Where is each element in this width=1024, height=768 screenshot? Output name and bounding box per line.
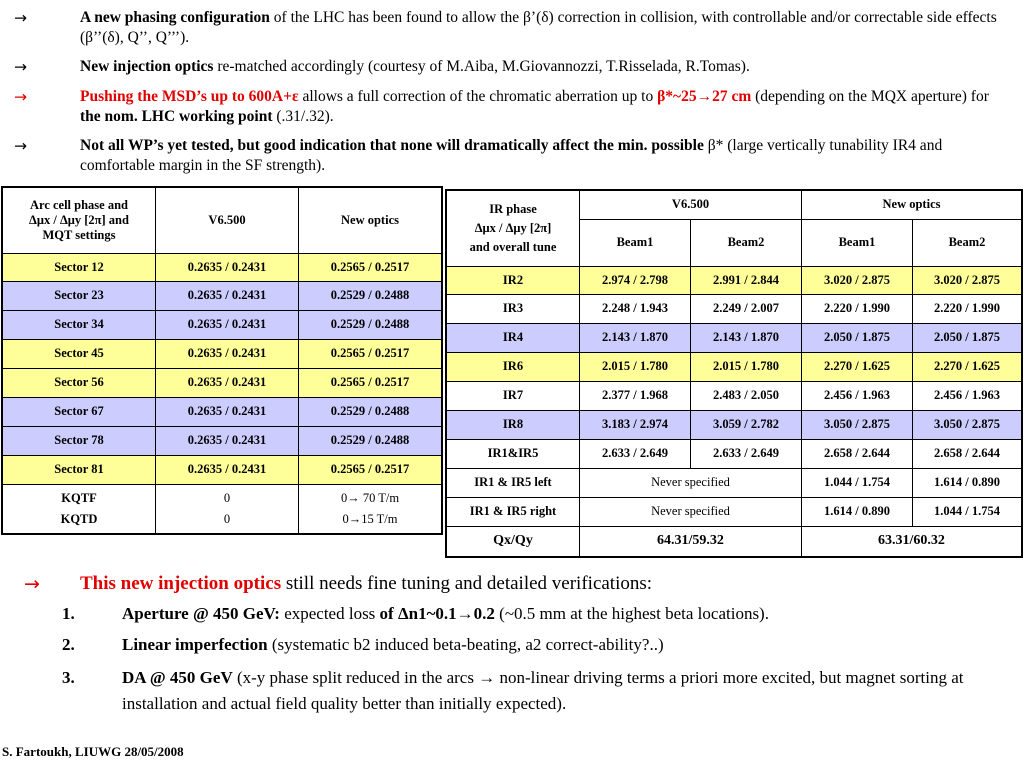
v6-cell: 0.2635 / 0.2431	[156, 368, 299, 397]
v6-cell: 0.2635 / 0.2431	[156, 397, 299, 426]
header-line: Arc cell phase and	[29, 197, 129, 212]
sector-cell: Sector 45	[2, 339, 156, 368]
bullet-text: β* (large vertically tunability IR4 and comfortable margin in the SF strength).	[80, 137, 943, 174]
value-cell: 3.059 / 2.782	[691, 410, 802, 439]
value-cell: 2.143 / 1.870	[580, 323, 691, 352]
arrow-icon: →	[24, 573, 40, 595]
kqtd-new: 0→15 T/m	[342, 511, 398, 526]
table-row	[446, 439, 1022, 468]
value-cell: 2.270 / 1.625	[802, 352, 913, 381]
item-bold: Linear imperfection	[122, 635, 268, 654]
table-row	[446, 294, 1022, 323]
header-line: Δμx / Δμy [2π] and	[29, 212, 129, 227]
sector-cell: Sector 78	[2, 426, 156, 455]
sector-cell: Sector 12	[2, 253, 156, 281]
value-cell: 3.020 / 2.875	[913, 266, 1023, 294]
new-cell: 0.2529 / 0.2488	[299, 397, 443, 426]
kq-v6	[156, 484, 299, 534]
value-cell: 1.044 / 1.754	[913, 497, 1023, 526]
heading-rest: still needs fine tuning and detailed verifications:	[281, 573, 653, 594]
table-row	[2, 281, 442, 310]
value-cell: 1.614 / 0.890	[913, 468, 1023, 497]
v6-cell: 0.2635 / 0.2431	[156, 426, 299, 455]
table-row	[2, 339, 442, 368]
bullet-phasing	[0, 8, 1024, 48]
item-number: 3.	[62, 668, 75, 687]
item-text: (~0.5 mm at the highest beta locations).	[494, 604, 769, 623]
value-cell: 2.050 / 1.875	[913, 323, 1023, 352]
arc-phase-table	[1, 186, 443, 535]
header-beam1: Beam1	[802, 219, 913, 266]
value-cell: 1.614 / 0.890	[802, 497, 913, 526]
value-cell: 2.658 / 2.644	[802, 439, 913, 468]
value-cell: 2.220 / 1.990	[913, 294, 1023, 323]
kq-names	[2, 484, 156, 534]
item-text: expected loss	[279, 604, 380, 623]
v6-cell: 0.2635 / 0.2431	[156, 455, 299, 484]
tune-new: 63.31/60.32	[802, 526, 1023, 557]
table-row	[2, 397, 442, 426]
header-new-optics: New optics	[299, 187, 443, 253]
table-row	[446, 497, 1022, 526]
bullet-text: re-matched accordingly (courtesy of M.Aiba, M.Giovannozzi, T.Risselada, R.Tomas).	[213, 58, 750, 75]
header-beam1: Beam1	[580, 219, 691, 266]
value-cell: 2.249 / 2.007	[691, 294, 802, 323]
header-ir-phase	[446, 190, 580, 266]
value-cell: 2.658 / 2.644	[913, 439, 1023, 468]
value-cell: 2.377 / 1.968	[580, 381, 691, 410]
footer-author: S. Fartoukh, LIUWG 28/05/2008	[2, 744, 184, 759]
sector-cell: Sector 23	[2, 281, 156, 310]
list-item	[0, 601, 1024, 632]
bullet-msd	[0, 87, 1024, 127]
value-cell: 2.633 / 2.649	[580, 439, 691, 468]
kqtd-v6: 0	[223, 511, 231, 526]
kq-row	[2, 484, 442, 534]
table-row	[446, 468, 1022, 497]
table-row	[446, 352, 1022, 381]
bullet-text: (depending on the MQX aperture) for	[751, 88, 989, 105]
value-cell: 2.248 / 1.943	[580, 294, 691, 323]
v6-cell: 0.2635 / 0.2431	[156, 339, 299, 368]
value-cell: 2.633 / 2.649	[691, 439, 802, 468]
table-row	[2, 253, 442, 281]
bullet-red-bold: Pushing the MSD’s up to 600A+ε	[80, 88, 299, 105]
bullet-wp	[0, 136, 1024, 176]
sector-cell: Sector 56	[2, 368, 156, 397]
value-cell: 2.050 / 1.875	[802, 323, 913, 352]
v6-cell: 0.2635 / 0.2431	[156, 253, 299, 281]
header-v6500: V6.500	[580, 190, 802, 219]
arrow-icon: →	[14, 88, 27, 106]
item-text: (systematic b2 induced beta-beating, a2 correct-ability?..)	[267, 635, 664, 654]
table-row	[2, 368, 442, 397]
list-item	[0, 632, 1024, 665]
arrow-icon: →	[14, 58, 27, 76]
table-row	[2, 455, 442, 484]
bullet-text: of the LHC has been found to allow the β’(δ) correction in collision, with controllable and/or correctable side effects (β’’(δ), Q’’, Q’’’).	[80, 9, 997, 46]
heading-text	[80, 573, 652, 595]
ir-cell: IR1&IR5	[446, 439, 580, 468]
bullet-bold: the nom. LHC working point	[80, 108, 273, 125]
value-cell: 2.015 / 1.780	[580, 352, 691, 381]
new-cell: 0.2529 / 0.2488	[299, 310, 443, 339]
kq-new	[299, 484, 443, 534]
bottom-heading	[0, 571, 1024, 601]
v6-cell: 0.2635 / 0.2431	[156, 281, 299, 310]
value-cell: 2.456 / 1.963	[802, 381, 913, 410]
arrow-icon: →	[14, 9, 27, 27]
ir-cell: IR1 & IR5 left	[446, 468, 580, 497]
sector-cell: Sector 67	[2, 397, 156, 426]
new-cell: 0.2565 / 0.2517	[299, 253, 443, 281]
table-header-row	[446, 190, 1022, 219]
table-row	[446, 266, 1022, 294]
value-cell: 2.143 / 1.870	[691, 323, 802, 352]
header-line: Δμx / Δμy [2π]	[474, 220, 552, 235]
kqtf-new: 0→ 70 T/m	[340, 490, 400, 505]
ir-cell: IR4	[446, 323, 580, 352]
bullet-beta-star: β*~25→27 cm	[657, 88, 752, 105]
header-beam2: Beam2	[913, 219, 1023, 266]
header-new-optics: New optics	[802, 190, 1023, 219]
ir-cell: IR6	[446, 352, 580, 381]
bullet-injection-optics	[0, 57, 1024, 78]
table-row	[446, 323, 1022, 352]
value-cell: 2.974 / 2.798	[580, 266, 691, 294]
new-cell: 0.2529 / 0.2488	[299, 426, 443, 455]
new-cell: 0.2565 / 0.2517	[299, 368, 443, 397]
value-cell: 2.456 / 1.963	[913, 381, 1023, 410]
value-cell: 3.020 / 2.875	[802, 266, 913, 294]
tune-v6: 64.31/59.32	[580, 526, 802, 557]
never-specified-cell: Never specified	[580, 468, 802, 497]
item-bold: DA @ 450 GeV	[122, 668, 233, 687]
arrow-icon: →	[14, 137, 27, 155]
table-row	[2, 310, 442, 339]
bullet-bold: A new phasing configuration	[80, 9, 270, 26]
new-cell: 0.2565 / 0.2517	[299, 339, 443, 368]
value-cell: 3.183 / 2.974	[580, 410, 691, 439]
value-cell: 2.220 / 1.990	[802, 294, 913, 323]
value-cell: 3.050 / 2.875	[802, 410, 913, 439]
top-bullet-list	[0, 8, 1024, 176]
kqtf-v6: 0	[223, 490, 231, 505]
tune-row	[446, 526, 1022, 557]
new-cell: 0.2529 / 0.2488	[299, 281, 443, 310]
sector-cell: Sector 34	[2, 310, 156, 339]
never-specified-cell: Never specified	[580, 497, 802, 526]
value-cell: 3.050 / 2.875	[913, 410, 1023, 439]
ir-cell: IR8	[446, 410, 580, 439]
table-row	[446, 410, 1022, 439]
item-number: 2.	[62, 635, 75, 654]
ir-cell: IR1 & IR5 right	[446, 497, 580, 526]
value-cell: 2.270 / 1.625	[913, 352, 1023, 381]
bullet-text: (.31/.32).	[272, 108, 334, 125]
ir-cell: IR3	[446, 294, 580, 323]
table-row	[2, 426, 442, 455]
table-header-row	[2, 187, 442, 253]
bullet-text: allows a full correction of the chromatic aberration up to	[298, 88, 658, 105]
v6-cell: 0.2635 / 0.2431	[156, 310, 299, 339]
value-cell: 2.483 / 2.050	[691, 381, 802, 410]
header-line: MQT settings	[42, 227, 116, 242]
list-item	[0, 665, 1024, 717]
sector-cell: Sector 81	[2, 455, 156, 484]
header-beam2: Beam2	[691, 219, 802, 266]
item-text: (x-y phase split reduced in the arcs → non-linear driving terms a priori more excited, but magnet sorting at installation and actual field quality better than initially expected).	[122, 668, 964, 713]
value-cell: 1.044 / 1.754	[802, 468, 913, 497]
header-v6500: V6.500	[156, 187, 299, 253]
kqtf-label: KQTF	[61, 490, 97, 505]
heading-red: This new injection optics	[80, 573, 282, 594]
header-arc-phase	[2, 187, 156, 253]
bullet-bold: Not all WP’s yet tested, but good indication that none will dramatically affect the min. possible	[80, 137, 704, 154]
item-bold: Aperture @ 450 GeV:	[122, 604, 280, 623]
new-cell: 0.2565 / 0.2517	[299, 455, 443, 484]
bottom-section	[0, 571, 1024, 717]
ir-cell: IR2	[446, 266, 580, 294]
ir-phase-table	[445, 189, 1023, 558]
table-row	[446, 381, 1022, 410]
kqtd-label: KQTD	[60, 511, 98, 526]
tune-label: Qx/Qy	[446, 526, 580, 557]
value-cell: 2.991 / 2.844	[691, 266, 802, 294]
value-cell: 2.015 / 1.780	[691, 352, 802, 381]
header-line: and overall tune	[469, 239, 557, 254]
header-line: IR phase	[489, 201, 537, 216]
item-bold: of Δn1~0.1→0.2	[379, 604, 495, 623]
item-number: 1.	[62, 604, 75, 623]
bullet-bold: New injection optics	[80, 58, 214, 75]
ir-cell: IR7	[446, 381, 580, 410]
